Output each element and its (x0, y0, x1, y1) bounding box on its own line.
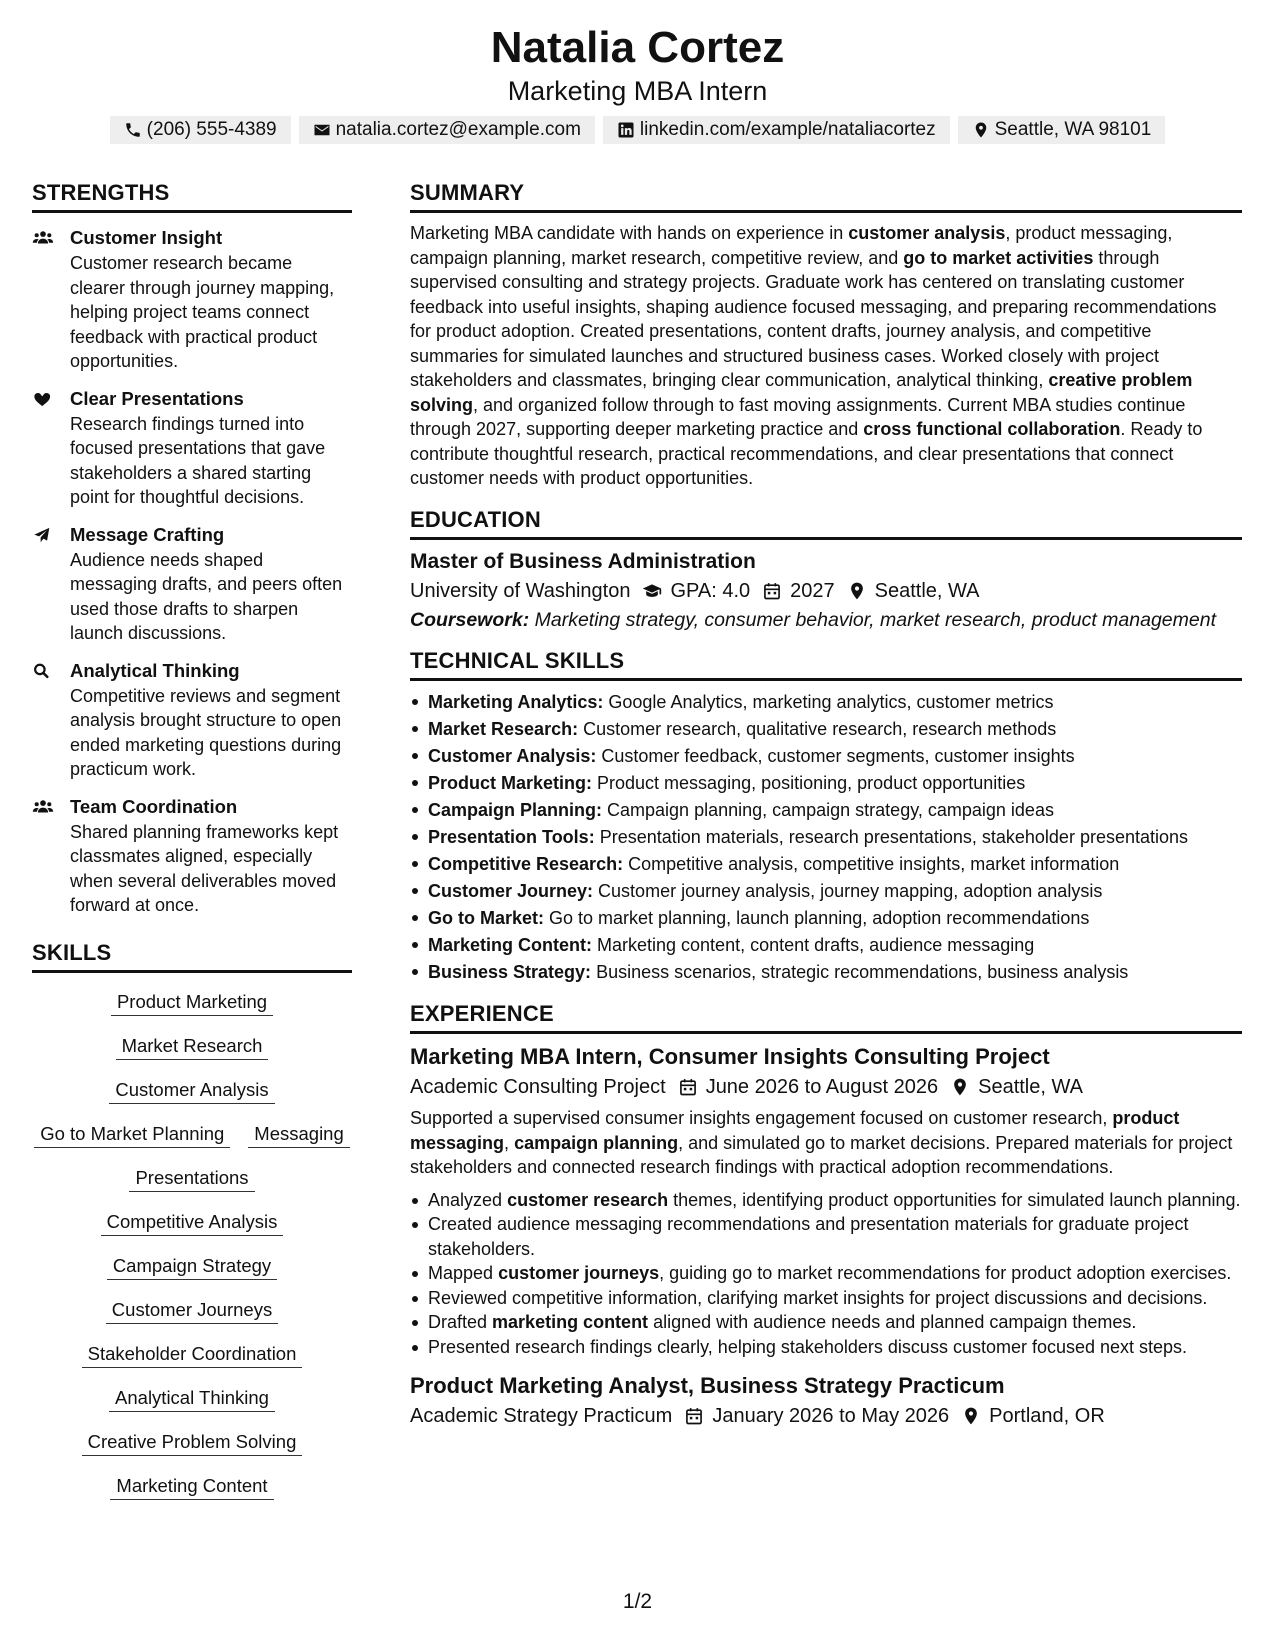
experience-section (410, 999, 1242, 1431)
school-location: Seattle, WA (874, 579, 980, 602)
job-bullet (410, 1286, 1242, 1311)
summary-text (410, 221, 1242, 491)
job-description-text: , (504, 1132, 515, 1153)
strength-item (32, 658, 352, 782)
skill-tag: Messaging (248, 1123, 349, 1148)
technical-skill-text: Go to market planning, launch planning, adoption recommendations (544, 908, 1090, 928)
education-section (410, 505, 1242, 633)
job-bullet (410, 1335, 1242, 1360)
skill-tag: Creative Problem Solving (82, 1431, 303, 1456)
skill-tag: Analytical Thinking (109, 1387, 275, 1412)
calendar-icon (684, 1406, 704, 1426)
left-column (32, 178, 352, 1500)
strength-text: Competitive reviews and segment analysis brought structure to open ended marketing questions during practicum work. (70, 685, 342, 779)
degree-title: Master of Business Administration (410, 549, 756, 573)
strength-title: Clear Presentations (70, 387, 244, 409)
technical-skill-text: Business scenarios, strategic recommendations, business analysis (591, 962, 1129, 982)
job-description-bold: product messaging (410, 1108, 1180, 1153)
contact-email[interactable] (299, 116, 595, 144)
gpa-text: GPA: 4.0 (670, 579, 751, 602)
school-name: University of Washington (410, 579, 631, 602)
job-meta (410, 1072, 1242, 1102)
job-description-text: Supported a supervised consumer insights engagement focused on customer research, (410, 1108, 1113, 1128)
page-number: 1/2 (622, 1590, 653, 1613)
location-pin-icon (961, 1406, 981, 1426)
skill-tag: Competitive Analysis (101, 1211, 284, 1236)
summary-text: , and organized follow through to fast moving assignments. Current MBA studies continue through 2027, supporting deeper marketing practice and (410, 394, 1186, 439)
resume-header (0, 22, 1275, 144)
technical-skills-list (410, 689, 1242, 985)
technical-skill-item (410, 905, 1242, 931)
location-pin-icon (972, 121, 990, 139)
users-icon (32, 797, 54, 817)
summary-text: . Ready to contribute thoughtful research, practical recommendations, and clear presentations that connect customer needs with product opportunities. (410, 419, 1203, 488)
technical-skill-item (410, 932, 1242, 958)
job-bullet-bold: marketing content (492, 1312, 649, 1332)
summary-text: Marketing MBA candidate with hands on experience in (410, 223, 849, 243)
coursework (410, 608, 1242, 633)
job-meta (410, 1401, 1242, 1431)
linkedin-icon (617, 121, 635, 139)
heart-icon (32, 389, 54, 409)
strength-title: Analytical Thinking (70, 659, 240, 681)
summary-text: through supervised consulting and strategy projects. Graduate work has centered on translating customer feedback into useful insights, shaping audience focused messaging, and preparing recommendations for product adoption. Created presentations, content drafts, journey analysis, and competitive summaries for simulated launches and structured business cases. Worked closely with project stakeholders and classmates, bringing clear communication, analytical thinking, (410, 247, 1217, 390)
experience-heading: EXPERIENCE (410, 999, 1242, 1034)
contact-location (958, 116, 1166, 144)
technical-skill-text: Google Analytics, marketing analytics, customer metrics (603, 692, 1054, 712)
strength-text: Customer research became clearer through journey mapping, helping project teams connect feedback with practical product opportunities. (70, 253, 335, 371)
skill-tag: Market Research (116, 1035, 269, 1060)
job-description-text: , and simulated go to market decisions. Prepared materials for project stakeholders and connected research findings with practical adoption recommendations. (410, 1132, 1233, 1177)
skill-tag: Presentations (129, 1167, 254, 1192)
skill-tag: Product Marketing (111, 991, 273, 1016)
summary-heading: SUMMARY (410, 178, 1242, 213)
job-entry (410, 1371, 1242, 1431)
coursework-text: Marketing strategy, consumer behavior, market research, product management (529, 608, 1216, 631)
job-bullet-bold: customer research (507, 1189, 669, 1210)
users-icon (32, 228, 54, 248)
technical-skill-text: Campaign planning, campaign strategy, campaign ideas (602, 800, 1054, 820)
summary-section (410, 178, 1242, 491)
summary-bold: go to market activities (903, 247, 1094, 268)
skills-list (32, 991, 352, 1500)
skill-tag: Customer Journeys (106, 1299, 278, 1324)
technical-skill-label: Marketing Analytics: (428, 692, 604, 712)
job-bullet-text: Drafted (428, 1312, 493, 1332)
strength-title: Team Coordination (70, 795, 238, 817)
job-bullet-text: Mapped (428, 1263, 499, 1283)
contact-linkedin[interactable] (603, 116, 950, 144)
strengths-heading: STRENGTHS (32, 178, 352, 213)
strength-text: Shared planning frameworks kept classmates aligned, especially when several deliverables moved forward at once. (70, 821, 339, 915)
job-bullet-text: Reviewed competitive information, clarifying market insights for project discussions and decisions. (428, 1287, 1208, 1308)
technical-skills-heading: TECHNICAL SKILLS (410, 646, 1242, 681)
job-entry (410, 1042, 1242, 1359)
job-bullet (410, 1188, 1242, 1213)
email-text: natalia.cortez@example.com (335, 119, 581, 140)
technical-skill-label: Customer Analysis: (428, 746, 597, 766)
job-location: Seattle, WA (978, 1076, 1083, 1098)
skill-tag: Campaign Strategy (107, 1255, 277, 1280)
job-bullet (410, 1212, 1242, 1261)
coursework-label: Coursework: (410, 608, 530, 631)
job-dates: June 2026 to August 2026 (705, 1076, 939, 1098)
location-pin-icon (847, 581, 867, 601)
strength-item (32, 225, 352, 374)
job-bullet-text: Created audience messaging recommendations and presentation materials for graduate project stakeholders. (428, 1214, 1189, 1259)
summary-bold: cross functional collaboration (863, 419, 1121, 439)
job-bullet (410, 1261, 1242, 1286)
candidate-name: Natalia Cortez (490, 23, 785, 72)
technical-skill-text: Marketing content, content drafts, audience messaging (592, 935, 1035, 955)
job-bullet-text: Presented research findings clearly, helping stakeholders discuss customer focused next steps. (428, 1336, 1188, 1357)
technical-skill-item (410, 851, 1242, 877)
graduation-cap-icon (642, 581, 662, 601)
job-bullet-text: Analyzed (428, 1189, 508, 1210)
strength-item (32, 522, 352, 646)
job-description (410, 1106, 1242, 1180)
technical-skill-label: Campaign Planning: (428, 800, 603, 820)
summary-text: , product messaging, campaign planning, market research, competitive review, and (410, 223, 1173, 268)
technical-skill-item (410, 878, 1242, 904)
job-description-bold: campaign planning (514, 1132, 679, 1153)
job-bullet-bold: customer journeys (498, 1263, 660, 1283)
technical-skill-label: Presentation Tools: (428, 827, 595, 847)
job-bullet (410, 1310, 1242, 1335)
technical-skill-label: Customer Journey: (428, 881, 594, 901)
strength-item (32, 794, 352, 918)
phone-icon (124, 121, 142, 139)
technical-skill-item (410, 689, 1242, 715)
technical-skill-text: Competitive analysis, competitive insights, market information (623, 854, 1120, 874)
job-bullet-text: aligned with audience needs and planned campaign themes. (648, 1312, 1137, 1332)
linkedin-text: linkedin.com/example/nataliacortez (639, 119, 936, 140)
job-org: Academic Consulting Project (410, 1076, 666, 1098)
calendar-icon (678, 1077, 698, 1097)
technical-skill-label: Competitive Research: (428, 854, 624, 874)
technical-skill-label: Marketing Content: (428, 935, 592, 955)
strength-text: Research findings turned into focused presentations that gave stakeholders a shared starting point for thoughtful decisions. (70, 413, 326, 507)
summary-bold: customer analysis (848, 223, 1006, 243)
phone-text: (206) 555-4389 (146, 119, 277, 140)
technical-skill-label: Market Research: (428, 719, 579, 739)
job-bullet-text: , guiding go to market recommendations for product adoption exercises. (659, 1263, 1232, 1283)
contact-bar (0, 116, 1275, 144)
candidate-role: Marketing MBA Intern (507, 76, 768, 106)
technical-skill-item (410, 959, 1242, 985)
skill-tag: Marketing Content (110, 1475, 273, 1500)
location-pin-icon (950, 1077, 970, 1097)
technical-skill-item (410, 716, 1242, 742)
email-icon (313, 121, 331, 139)
job-title: Product Marketing Analyst, Business Strategy Practicum (410, 1373, 1005, 1398)
paper-plane-icon (32, 525, 54, 545)
contact-phone[interactable] (110, 116, 291, 144)
technical-skills-section (410, 646, 1242, 985)
skill-tag: Go to Market Planning (34, 1123, 230, 1148)
strength-item (32, 386, 352, 510)
technical-skill-label: Business Strategy: (428, 962, 592, 982)
technical-skill-label: Product Marketing: (428, 773, 593, 793)
skills-heading: SKILLS (32, 938, 352, 973)
job-title: Marketing MBA Intern, Consumer Insights Consulting Project (410, 1044, 1050, 1069)
technical-skill-text: Presentation materials, research presentations, stakeholder presentations (594, 827, 1189, 847)
skill-tag: Stakeholder Coordination (82, 1343, 303, 1368)
right-column (410, 178, 1242, 1431)
technical-skill-item (410, 824, 1242, 850)
skills-section (32, 938, 352, 1500)
calendar-icon (762, 581, 782, 601)
search-icon (32, 661, 54, 681)
technical-skill-text: Customer research, qualitative research, research methods (578, 719, 1057, 739)
technical-skill-item (410, 743, 1242, 769)
technical-skill-label: Go to Market: (428, 908, 545, 928)
technical-skill-item (410, 770, 1242, 796)
strengths-section (32, 178, 352, 918)
technical-skill-text: Customer feedback, customer segments, customer insights (596, 746, 1075, 766)
technical-skill-item (410, 797, 1242, 823)
summary-bold: creative problem solving (410, 370, 1193, 415)
job-bullets (410, 1188, 1242, 1360)
job-bullet-text: themes, identifying product opportunities for simulated launch planning. (668, 1189, 1241, 1210)
location-text: Seattle, WA 98101 (994, 119, 1152, 140)
strength-title: Customer Insight (70, 227, 223, 248)
skill-tag: Customer Analysis (109, 1079, 274, 1104)
strength-title: Message Crafting (70, 523, 225, 545)
education-meta (410, 576, 1242, 606)
graduation-year: 2027 (790, 579, 835, 602)
job-location: Portland, OR (989, 1405, 1105, 1427)
strength-text: Audience needs shaped messaging drafts, and peers often used those drafts to sharpen launch discussions. (70, 549, 343, 643)
technical-skill-text: Customer journey analysis, journey mapping, adoption analysis (593, 881, 1103, 901)
education-heading: EDUCATION (410, 505, 1242, 540)
technical-skill-text: Product messaging, positioning, product opportunities (592, 773, 1026, 793)
job-org: Academic Strategy Practicum (410, 1405, 673, 1427)
job-dates: January 2026 to May 2026 (712, 1405, 950, 1427)
